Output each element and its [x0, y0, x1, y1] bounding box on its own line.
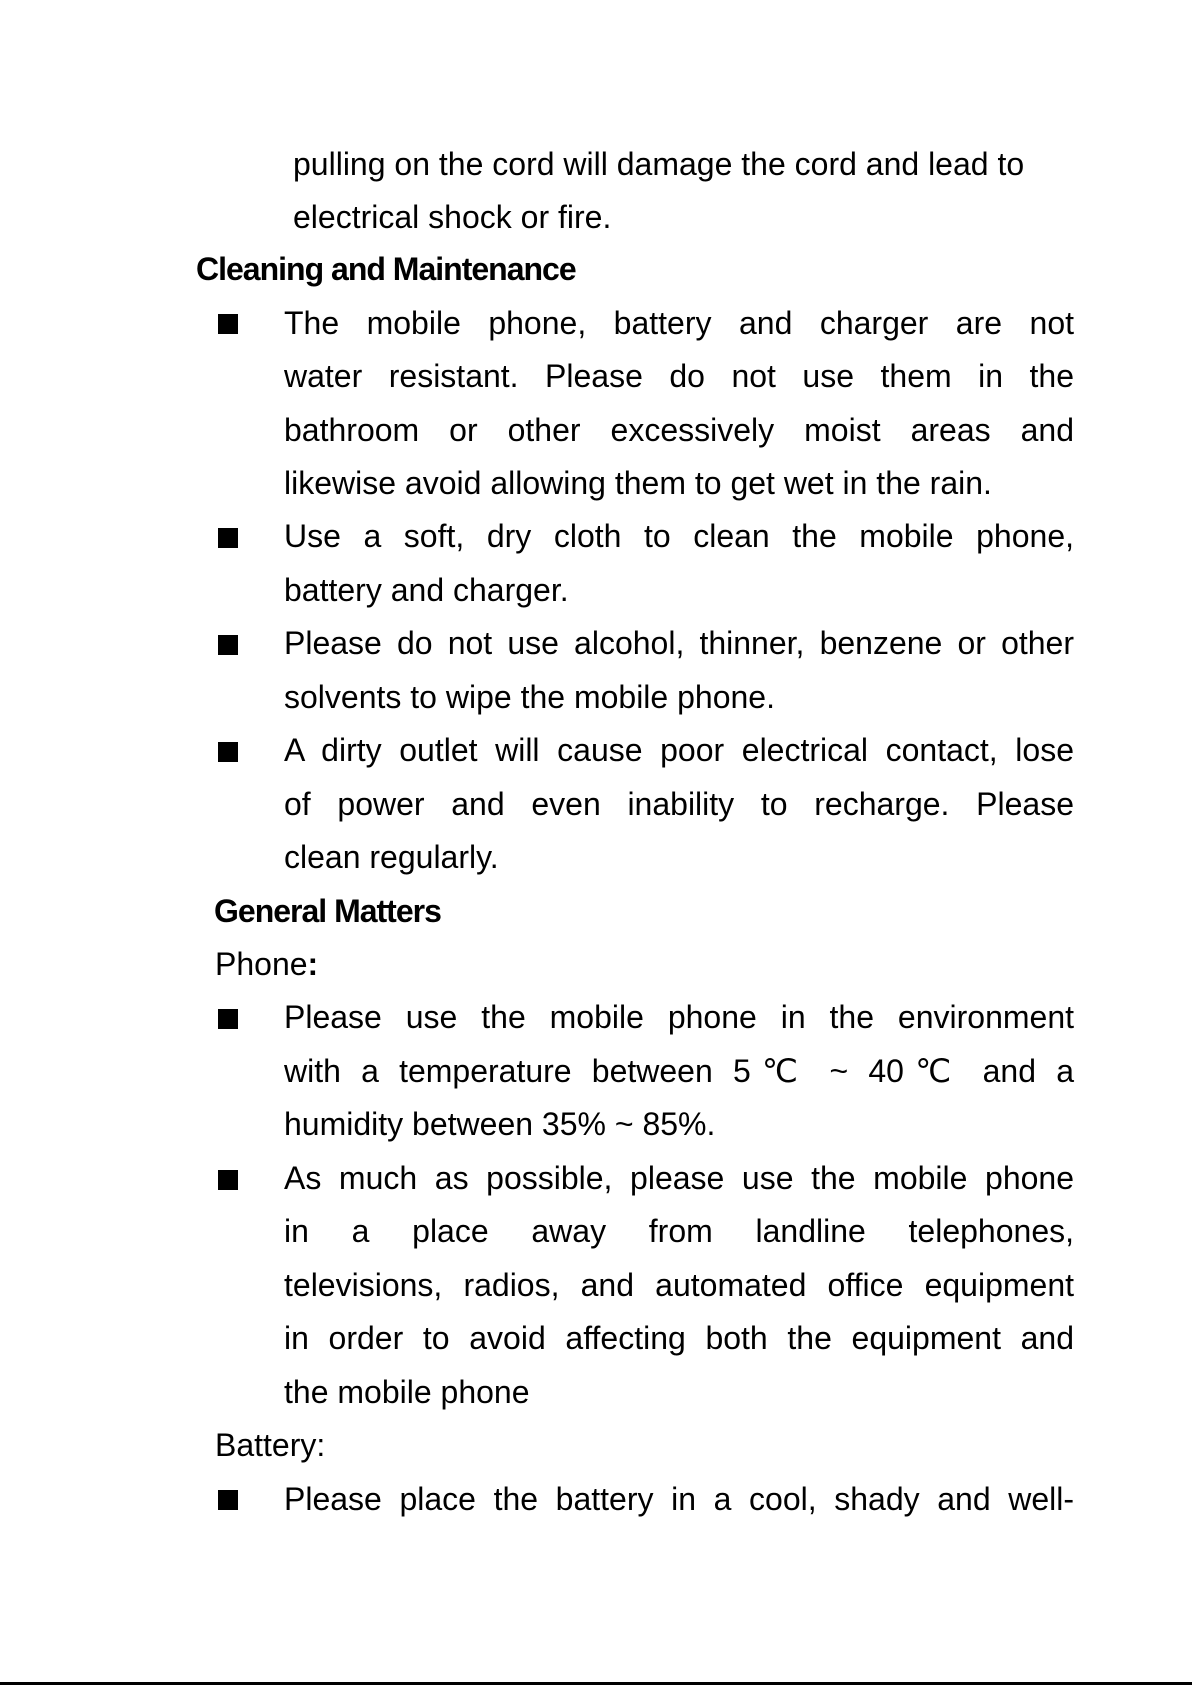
bullet-icon: [218, 1009, 238, 1029]
list-item-line: bathroom or other excessively moist areas and: [284, 412, 1074, 448]
list-item-line: battery and charger.: [284, 572, 569, 608]
bullet-icon: [218, 528, 238, 548]
bullet-icon: [218, 1490, 238, 1510]
list-item-line: with a temperature between 5℃ ~ 40℃ and a: [284, 1053, 1074, 1089]
intro-line: pulling on the cord will damage the cord and lead to: [293, 146, 1025, 182]
section-heading-general: General Matters: [214, 893, 441, 929]
phone-colon: :: [307, 946, 319, 982]
list-item-line: water resistant. Please do not use them in the: [284, 358, 1074, 394]
bullet-icon: [218, 1170, 238, 1190]
list-item-line: solvents to wipe the mobile phone.: [284, 679, 775, 715]
phone-label: Phone: [215, 946, 308, 982]
list-item-line: Please place the battery in a cool, shady and well-: [284, 1481, 1074, 1517]
subheading-battery: Battery:: [215, 1427, 326, 1463]
list-item-line: of power and even inability to recharge. Please: [284, 786, 1074, 822]
list-item-line: likewise avoid allowing them to get wet in the rain.: [284, 465, 992, 501]
list-item-line: The mobile phone, battery and charger are not: [284, 305, 1074, 341]
list-item-line: the mobile phone: [284, 1374, 530, 1410]
subheading-phone: [215, 938, 318, 991]
list-item-line: humidity between 35% ~ 85%.: [284, 1106, 716, 1142]
section-heading-cleaning: Cleaning and Maintenance: [196, 251, 576, 287]
intro-line: electrical shock or fire.: [293, 199, 612, 235]
list-item-line: in a place away from landline telephones,: [284, 1213, 1074, 1249]
list-item-line: televisions, radios, and automated office equipment: [284, 1267, 1074, 1303]
list-item-line: clean regularly.: [284, 839, 499, 875]
list-item-line: A dirty outlet will cause poor electrical contact, lose: [284, 732, 1074, 768]
list-item-line: As much as possible, please use the mobile phone: [284, 1160, 1074, 1196]
list-item-line: in order to avoid affecting both the equipment and: [284, 1320, 1074, 1356]
list-item-line: Please use the mobile phone in the environment: [284, 999, 1074, 1035]
bullet-icon: [218, 314, 238, 334]
list-item-line: Please do not use alcohol, thinner, benzene or other: [284, 625, 1074, 661]
list-item-line: Use a soft, dry cloth to clean the mobile phone,: [284, 518, 1074, 554]
bullet-icon: [218, 742, 238, 762]
bullet-icon: [218, 635, 238, 655]
